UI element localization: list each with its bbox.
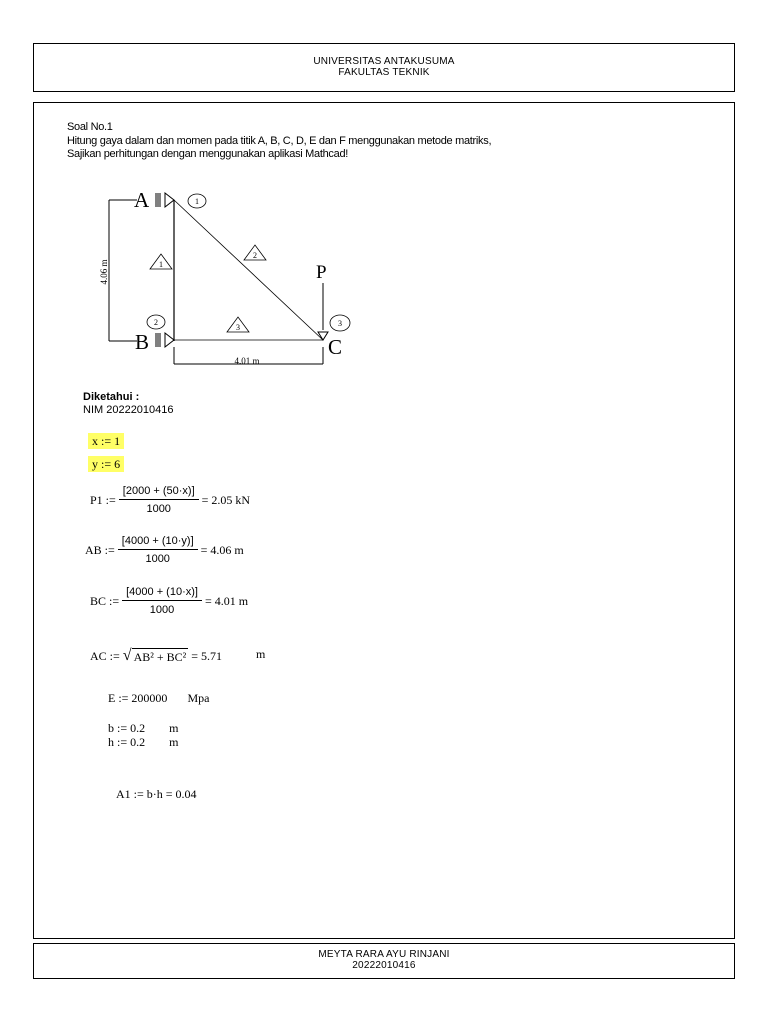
joint-2-label: 2 (154, 318, 158, 327)
eq-a1: A1 := b·h = 0.04 (116, 787, 197, 801)
sqrt-icon: √ (122, 647, 132, 664)
eq-e: E := 200000 Mpa (108, 691, 210, 705)
eq-bh: b := 0.2 m h := 0.2 m (108, 721, 179, 749)
known-heading: Diketahui : (83, 391, 140, 403)
load-label: P (316, 262, 327, 283)
problem-line-2: Sajikan perhitungan dengan menggunakan aplikasi Mathcad! (67, 148, 349, 160)
support-a-icon (165, 193, 174, 207)
known-nim: NIM 20222010416 (83, 404, 174, 416)
eq-p1: P1 := $\frac{[2000 + (50\cdot x)]}{1000}$ = 2.05 kN (90, 485, 251, 515)
var-y: y := 6 (88, 457, 124, 472)
eq-ac: AC := √ AB² + BC² = 5.71 (90, 647, 222, 664)
node-a-label: A (134, 188, 150, 212)
support-b-icon (165, 333, 174, 347)
eq-bc: BC := $\frac{[4000 + (10\cdot x)]}{1000}$ = 4.01 m (90, 586, 249, 616)
var-x: x := 1 (88, 434, 124, 449)
author-nim: 20222010416 (352, 960, 416, 971)
member-3-label: 3 (236, 323, 240, 332)
node-b-label: B (135, 330, 150, 354)
problem-title: Soal No.1 (67, 121, 113, 133)
faculty-name: FAKULTAS TEKNIK (338, 67, 430, 78)
joint-3-label: 3 (338, 319, 342, 328)
header-box (33, 43, 735, 92)
member-1-label: 1 (159, 260, 163, 269)
truss-diagram (95, 180, 365, 375)
ac-unit: m (256, 647, 266, 661)
problem-line-1: Hitung gaya dalam dan momen pada titik A, B, C, D, E dan F menggunakan metode matriks, (67, 134, 492, 147)
member-2-line (174, 200, 323, 340)
node-c-label: C (328, 335, 343, 359)
support-c-icon (318, 332, 328, 340)
eq-ab: AB := $\frac{[4000 + (10\cdot y)]}{1000}$ = 4.06 m (85, 535, 244, 565)
problem-statement (67, 121, 491, 162)
dim-horizontal-label: 4.01 m (234, 356, 260, 366)
dim-vertical-label: 4.06 m (99, 259, 109, 285)
university-name: UNIVERSITAS ANTAKUSUMA (313, 56, 455, 67)
member-2-label: 2 (253, 251, 257, 260)
known-section (83, 391, 174, 417)
footer-box (33, 943, 735, 979)
joint-1-label: 1 (195, 197, 199, 206)
author-name: MEYTA RARA AYU RINJANI (318, 949, 450, 960)
